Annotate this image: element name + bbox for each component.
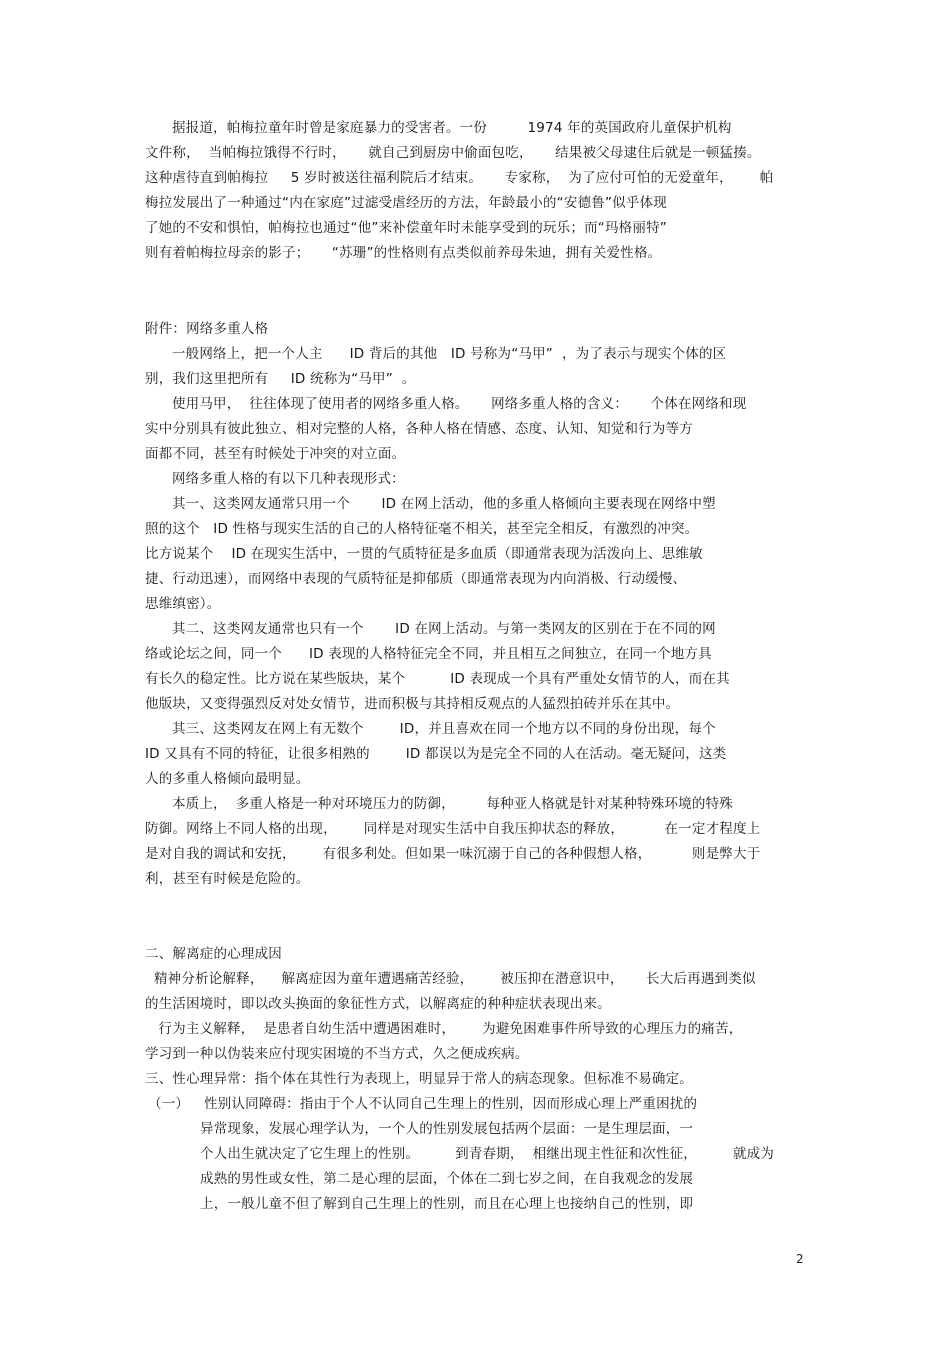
text-line: 了她的不安和惧怕，帕梅拉也通过“他”来补偿童年时未能享受到的玩乐；而“玛格丽特”	[145, 220, 667, 236]
text-line: 本质上， 多重人格是一种对环境压力的防御， 每种亚人格就是针对某种特殊环境的特殊	[145, 796, 733, 812]
text-line: 思维缜密）。	[145, 596, 221, 612]
text-line: 精神分析论解释， 解离症因为童年遭遇痛苦经验， 被压抑在潜意识中， 长大后再遇到类似	[145, 971, 756, 987]
appendix-title: 附件：网络多重人格	[145, 321, 269, 337]
text-line: 照的这个 ID 性格与现实生活的自己的人格特征毫不相关，甚至完全相反，有激烈的冲突。	[145, 521, 699, 537]
text-line: 则有着帕梅拉母亲的影子； “苏珊”的性格则有点类似前养母朱迪，拥有关爱性格。	[145, 245, 662, 261]
text-line: 络或论坛之间，同一个 ID 表现的人格特征完全不同，并且相互之间独立，在同一个地方具	[145, 646, 712, 662]
text-line: 其二、这类网友通常也只有一个 ID 在网上活动。与第一类网友的区别在于在不同的网	[145, 621, 716, 637]
text-line: 他版块，又变得强烈反对处女情节，进而积极与其持相反观点的人猛烈拍砖并乐在其中。	[145, 696, 680, 712]
text-line: 据报道，帕梅拉童年时曾是家庭暴力的受害者。一份 1974 年的英国政府儿童保护机构	[145, 120, 732, 136]
section-title: 二、解离症的心理成因	[145, 946, 282, 962]
page-number: 2	[796, 1252, 804, 1266]
text-line: 学习到一种以伪装来应付现实困境的不当方式，久之便成疾病。	[145, 1046, 529, 1062]
text-line: 异常现象，发展心理学认为，一个人的性别发展包括两个层面：一是生理层面，一	[200, 1121, 694, 1137]
text-line: 面都不同，甚至有时候处于冲突的对立面。	[145, 446, 406, 462]
text-line: 性别认同障碍：指由于个人不认同自己生理上的性别，因而形成心理上严重困扰的	[186, 1096, 698, 1112]
text-line: 网络多重人格的有以下几种表现形式：	[145, 471, 405, 487]
text-line: 比方说某个 ID 在现实生活中，一贯的气质特征是多血质（即通常表现为活泼向上、思维敏	[145, 546, 703, 562]
text-line: 利，甚至有时候是危险的。	[145, 871, 310, 887]
text-line: 人的多重人格倾向最明显。	[145, 771, 310, 787]
text-line: 一般网络上，把一个人主 ID 背后的其他 ID 号称为“马甲” ，为了表示与现实个体的区	[145, 346, 727, 362]
text-line: 使用马甲， 往往体现了使用者的网络多重人格。 网络多重人格的含义： 个体在网络和现	[145, 396, 747, 412]
text-line: 文件称， 当帕梅拉饿得不行时， 就自己到厨房中偷面包吃， 结果被父母逮住后就是一顿猛揍。	[145, 145, 761, 161]
text-line: 行为主义解释， 是患者自幼生活中遭遇困难时， 为避免困难事件所导致的心理压力的痛苦，	[145, 1021, 743, 1037]
text-line: 防御。网络上不同人格的出现， 同样是对现实生活中自我压抑状态的释放， 在一定才程度上	[145, 821, 761, 837]
text-line: 的生活困境时，即以改头换面的象征性方式，以解离症的种种症状表现出来。	[145, 996, 611, 1012]
text-line: 实中分别具有彼此独立、相对完整的人格，各种人格在情感、态度、认知、知觉和行为等方	[145, 421, 693, 437]
text-line: 梅拉发展出了一种通过“内在家庭”过滤受虐经历的方法，年龄最小的“安德鲁”似乎体现	[145, 195, 667, 211]
text-line: 别，我们这里把所有 ID 统称为“马甲” 。	[145, 371, 416, 387]
text-line: 上，一般儿童不但了解到自己生理上的性别，而且在心理上也接纳自己的性别，即	[200, 1196, 694, 1212]
text-line: 个人出生就决定了它生理上的性别。 到青春期， 相继出现主性征和次性征， 就成为	[200, 1146, 775, 1162]
text-line: 有长久的稳定性。比方说在某些版块，某个 ID 表现成一个具有严重处女情节的人，而在其	[145, 671, 730, 687]
text-line: 其一、这类网友通常只用一个 ID 在网上活动，他的多重人格倾向主要表现在网络中塑	[145, 496, 716, 512]
text-line: ID 又具有不同的特征，让很多相熟的 ID 都误以为是完全不同的人在活动。毫无疑问，这类	[145, 746, 727, 762]
list-marker: （一）	[148, 1096, 190, 1112]
text-line: 是对自我的调试和安抚， 有很多利处。但如果一味沉溺于自己的各种假想人格， 则是弊大于	[145, 846, 761, 862]
text-line: 成熟的男性或女性，第二是心理的层面，个体在二到七岁之间，在自我观念的发展	[200, 1171, 694, 1187]
section-title: 三、性心理异常：指个体在其性行为表现上，明显异于常人的病态现象。但标准不易确定。	[145, 1071, 693, 1087]
text-line: 这种虐待直到帕梅拉 5 岁时被送往福利院后才结束。 专家称， 为了应付可怕的无爱童年， 帕	[145, 170, 774, 186]
text-line: 捷、行动迅速），而网络中表现的气质特征是抑郁质（即通常表现为内向消极、行动缓慢、	[145, 571, 687, 587]
text-line: 其三、这类网友在网上有无数个 ID，并且喜欢在同一个地方以不同的身份出现，每个	[145, 721, 716, 737]
